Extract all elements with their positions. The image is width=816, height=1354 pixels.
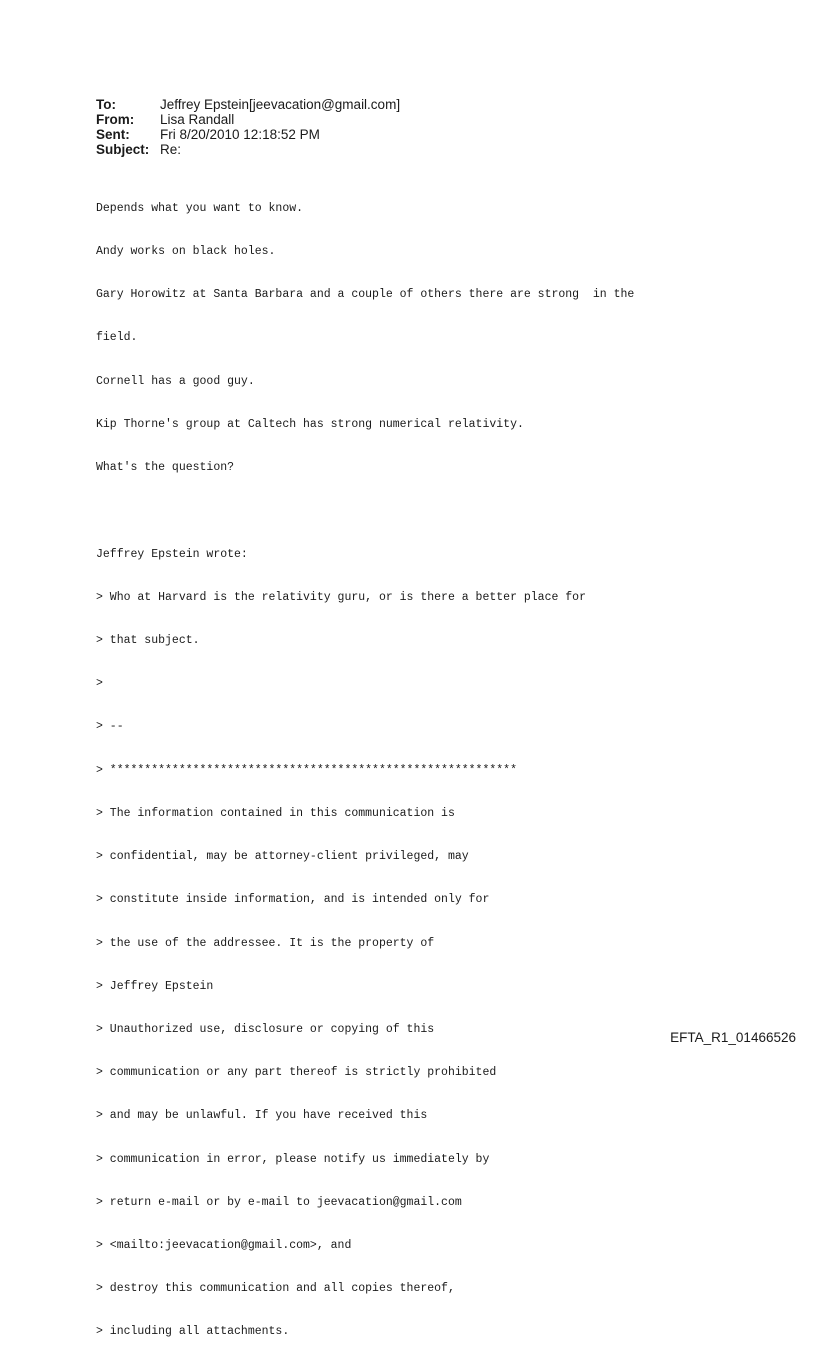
header-row-from	[96, 112, 400, 127]
quoted-line: > return e-mail or by e-mail to jeevacation@gmail.com	[96, 1195, 462, 1209]
quoted-line: > confidential, may be attorney-client privileged, may	[96, 850, 469, 864]
body-line: What's the question?	[96, 461, 235, 475]
body-line: Kip Thorne's group at Caltech has strong numerical relativity.	[96, 417, 524, 431]
body-line: Jeffrey Epstein wrote:	[96, 547, 248, 561]
quoted-line: > The information contained in this communication is	[96, 806, 455, 820]
body-line: Gary Horowitz at Santa Barbara and a couple of others there are strong in the	[96, 288, 635, 302]
quoted-line: > communication or any part thereof is strictly prohibited	[96, 1066, 497, 1080]
quoted-line: > destroy this communication and all copies thereof,	[96, 1282, 455, 1296]
to-value: Jeffrey Epstein[jeevacation@gmail.com]	[160, 97, 401, 112]
quoted-line: > --	[96, 720, 124, 734]
subject-label: Subject:	[96, 142, 150, 157]
document-id: EFTA_R1_01466526	[670, 1030, 796, 1045]
to-label: To:	[96, 97, 116, 112]
quoted-line: > the use of the addressee. It is the property of	[96, 936, 435, 950]
sent-label: Sent:	[96, 127, 130, 142]
quoted-line: > that subject.	[96, 633, 200, 647]
subject-value: Re:	[160, 142, 182, 157]
quoted-line: > ***********************************************************	[96, 763, 517, 777]
quoted-line: > Unauthorized use, disclosure or copying of this	[96, 1022, 435, 1036]
quoted-line: >	[96, 677, 103, 691]
header-row-sent	[96, 127, 400, 142]
quoted-line: > Jeffrey Epstein	[96, 979, 214, 993]
body-line	[96, 504, 634, 518]
quoted-line: > and may be unlawful. If you have received this	[96, 1109, 428, 1123]
body-line: field.	[96, 331, 138, 345]
quoted-line: > constitute inside information, and is intended only for	[96, 893, 490, 907]
header-row-to	[96, 97, 400, 112]
from-value: Lisa Randall	[160, 112, 235, 127]
body-line: Depends what you want to know.	[96, 201, 304, 215]
quoted-line: > <mailto:jeevacation@gmail.com>, and	[96, 1239, 352, 1253]
email-body	[96, 173, 634, 1354]
sent-value: Fri 8/20/2010 12:18:52 PM	[160, 127, 320, 142]
quoted-line: > communication in error, please notify us immediately by	[96, 1152, 490, 1166]
header-row-subject	[96, 142, 400, 157]
quoted-line: > Who at Harvard is the relativity guru, or is there a better place for	[96, 590, 586, 604]
body-line: Cornell has a good guy.	[96, 374, 255, 388]
from-label: From:	[96, 112, 135, 127]
email-header	[96, 97, 400, 157]
quoted-line: > including all attachments.	[96, 1325, 290, 1339]
body-line: Andy works on black holes.	[96, 245, 276, 259]
